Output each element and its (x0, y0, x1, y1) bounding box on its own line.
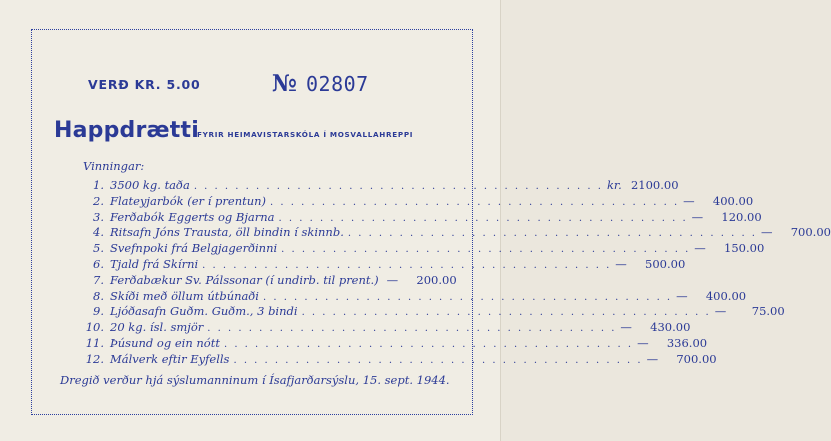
prize-number: 9. (93, 304, 104, 319)
prize-row (74, 288, 747, 305)
dot-leader: . . . . . . . . . . . . . . . . . . . . . . . . . . . . . . . . . . . . . . . . (207, 323, 617, 335)
prize-number: 8. (93, 288, 104, 303)
prize-currency: — (683, 193, 695, 208)
prize-row (74, 256, 686, 273)
prize-currency: — (676, 288, 688, 303)
prize-description: Ljóðasafn Guðm. Guðm., 3 bindi (110, 304, 298, 319)
prize-row (74, 272, 457, 289)
prize-row (74, 209, 762, 226)
prize-currency: — (620, 320, 632, 335)
ticket-subtitle: FYRIR HEIMAVISTARSKÓLA Í MOSVALLAHREPPI (197, 130, 414, 139)
prize-description: Þúsund og ein nótt (110, 335, 220, 350)
ticket-title: Happdrætti (54, 118, 199, 143)
prize-description: Ferðabækur Sv. Pálssonar (í undirb. til prent.) (110, 272, 379, 287)
dot-leader: . . . . . . . . . . . . . . . . . . . . . . . . . . . . . . . . . . . . . . . . (233, 354, 643, 366)
prize-number: 3. (93, 209, 104, 224)
prize-amount: 430.00 (650, 320, 691, 335)
prize-amount: 400.00 (712, 193, 754, 208)
ticket-number (272, 70, 369, 97)
prize-list (74, 178, 831, 368)
prize-row (74, 320, 691, 336)
prize-description: Flateyjarbók (er í prentun) (110, 193, 267, 208)
dot-leader: . . . . . . . . . . . . . . . . . . . . . . . . . . . . . . . . . . . . . . . . (202, 259, 612, 271)
prize-number: 6. (93, 256, 104, 271)
dot-leader: . . . . . . . . . . . . . . . . . . . . . . . . . . . . . . . . . . . . . . . . (262, 291, 673, 303)
prize-number: 12. (85, 351, 104, 366)
prize-description: Málverk eftir Eyfells (110, 351, 230, 366)
prize-description: Skíði með öllum útbúnaði (110, 288, 259, 303)
prize-row (74, 304, 785, 320)
prize-amount: 75.00 (751, 304, 785, 319)
prize-row (74, 351, 717, 368)
prize-description: 20 kg. ísl. smjör (110, 320, 204, 335)
prize-number: 1. (93, 178, 104, 192)
dot-leader: . . . . . . . . . . . . . . . . . . . . . . . . . . . . . . . . . . . . . . . . (278, 212, 688, 224)
prize-number: 4. (93, 225, 104, 240)
prize-currency: — (760, 225, 773, 240)
prize-amount: 700.00 (676, 351, 717, 366)
prize-number: 7. (93, 272, 104, 287)
prize-amount: 336.00 (666, 335, 708, 350)
prize-number: 10. (85, 320, 104, 335)
prize-currency: — (694, 241, 706, 256)
prize-currency: — (637, 335, 649, 350)
prize-number: 5. (93, 241, 104, 256)
prize-currency: — (386, 272, 399, 287)
dot-leader: . . . . . . . . . . . . . . . . . . . . . . . . . . . . . . . . . . . . . . . . (347, 228, 757, 240)
prize-currency: — (615, 256, 627, 271)
prize-row (74, 241, 765, 257)
dot-leader: . . . . . . . . . . . . . . . . . . . . . . . . . . . . . . . . . . . . . . . . (193, 181, 603, 192)
number-symbol: № (272, 70, 296, 97)
prize-amount: 120.00 (721, 209, 762, 224)
drawing-note: Dregið verður hjá sýslumanninum í Ísafjarðarsýslu, 15. sept. 1944. (60, 373, 450, 387)
prize-row (74, 225, 831, 241)
dot-leader: . . . . . . . . . . . . . . . . . . . . . . . . . . . . . . . . . . . . . . . . (281, 244, 691, 256)
prize-description: 3500 kg. taða (110, 178, 190, 192)
prize-number: 2. (93, 193, 104, 208)
prize-currency: — (691, 209, 704, 224)
dot-leader: . . . . . . . . . . . . . . . . . . . . . . . . . . . . . . . . . . . . . . . . (301, 307, 711, 319)
prize-number: 11. (85, 335, 104, 350)
prize-amount: 200.00 (416, 272, 457, 287)
ticket-price: VERÐ KR. 5.00 (88, 77, 201, 92)
prize-description: Tjald frá Skírni (110, 256, 199, 271)
prize-row (74, 335, 708, 352)
prize-description: Ritsafn Jóns Trausta, öll bindin í skinnb. (110, 225, 344, 240)
dot-leader: . . . . . . . . . . . . . . . . . . . . . . . . . . . . . . . . . . . . . . . . (223, 338, 634, 350)
prize-description: Svefnpoki frá Belgjagerðinni (110, 241, 278, 256)
prize-amount: 400.00 (705, 288, 747, 303)
prize-currency: — (646, 351, 659, 366)
prize-row (74, 193, 754, 210)
prize-description: Ferðabók Eggerts og Bjarna (110, 209, 275, 224)
prize-amount: 150.00 (724, 241, 765, 256)
prize-currency: — (714, 304, 727, 319)
prize-amount: 500.00 (645, 256, 686, 271)
dot-leader: . . . . . . . . . . . . . . . . . . . . . . . . . . . . . . . . . . . . . . . . (270, 196, 680, 208)
ticket-number-value: 02807 (306, 72, 369, 96)
prizes-heading: Vinningar: (83, 159, 145, 173)
prize-currency: kr. (606, 178, 622, 192)
prize-amount: 2100.00 (630, 178, 679, 192)
prize-amount: 700.00 (790, 225, 831, 240)
prize-row (74, 178, 679, 194)
